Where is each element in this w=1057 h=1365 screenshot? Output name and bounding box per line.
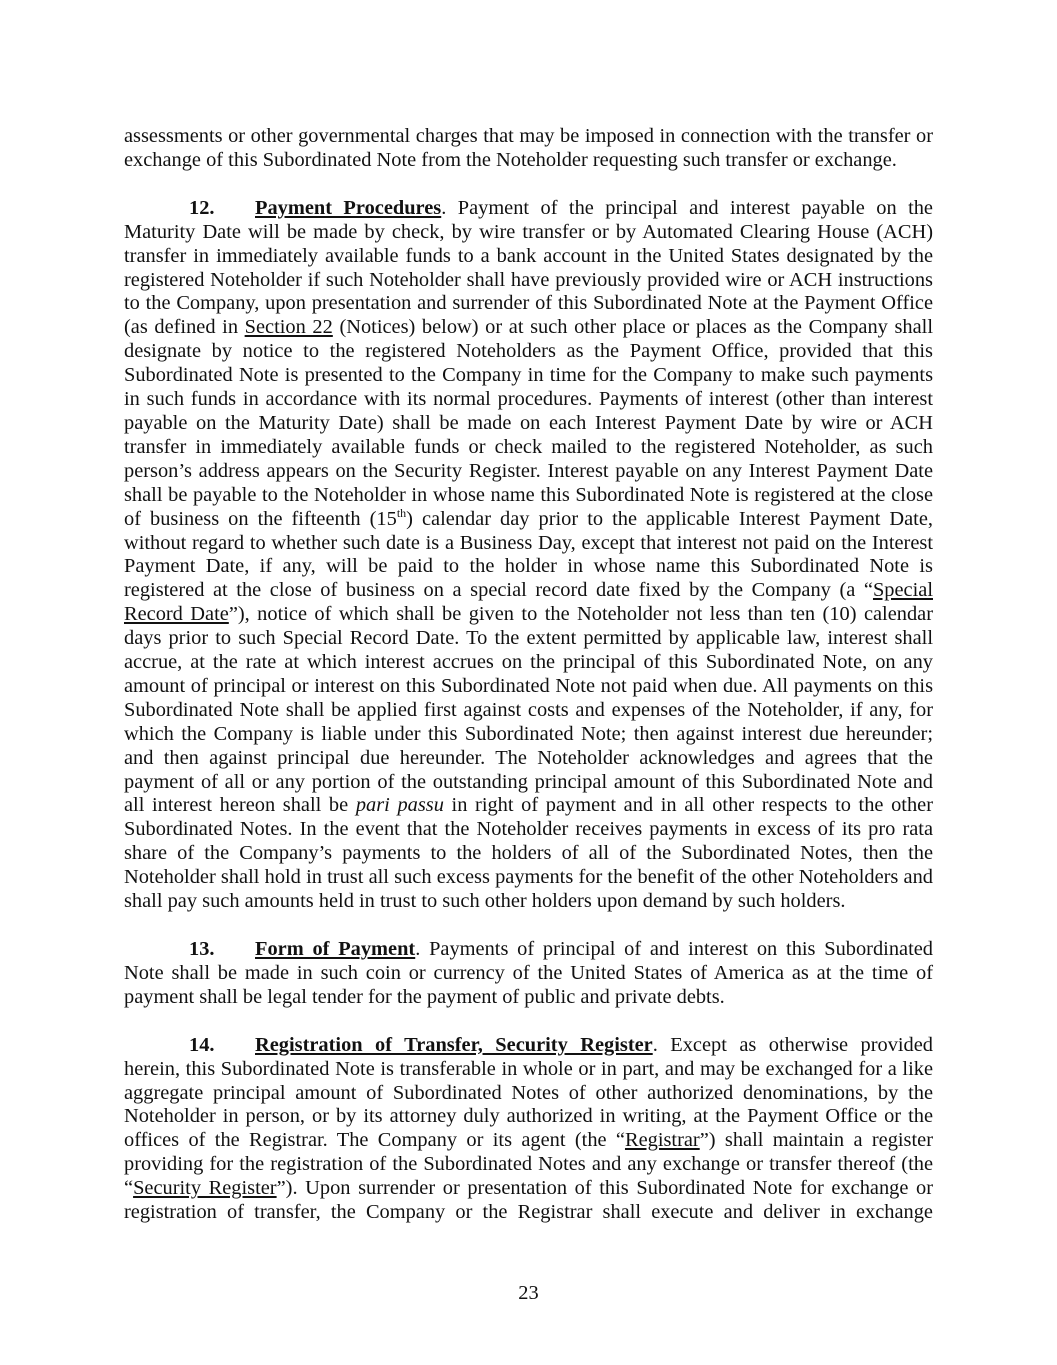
- section-number: 13.: [189, 938, 215, 960]
- section-title: Payment Procedures: [255, 196, 442, 219]
- page-number: 23: [518, 1282, 539, 1304]
- section-reference-link[interactable]: Section 22: [244, 316, 333, 339]
- defined-term: Special Record Date: [124, 579, 933, 626]
- body-text: ) calendar day prior to the applicable Interest Payment Date, without regard to whether such date is a Business Day, except that interest not paid on the Interest Payment Date, if any, will be paid to the holder in whose name this Subordinated Note is registered at the close of business on a special record date fixed by the Company (a “: [124, 507, 933, 602]
- section-13-paragraph: [124, 938, 933, 1010]
- defined-term: Registrar: [624, 1129, 700, 1152]
- body-text: . Except as otherwise provided herein, this Subordinated Note is transferable in whole or in part, and may be exchanged for a like aggregate principal amount of Subordinated Notes of other authorized denominations, by the Noteholder in person, or by its attorney duly authorized in writing, at the Payment Office or the offices of the Registrar. The Company or its agent (the “: [124, 1033, 933, 1152]
- body-text: . Payment of the principal and interest payable on the Maturity Date will be made by check, by wire transfer or by Automated Clearing House (ACH) transfer in immediately available funds to a bank account in the United States designated by the registered Noteholder if such Noteholder shall have previously provided wire or ACH instructions to the Company, upon presentation and surrender of this Subordinated Note at the Payment Office (as defined in: [124, 196, 933, 339]
- section-number: 14.: [189, 1033, 215, 1056]
- body-text: (Notices) below) or at such other place or places as the Company shall designate by notice to the registered Noteholders as the Payment Office, provided that this Subordinated Note is presented to the Company in time for the Company to make such payments in such funds in accordance with its normal procedures. Payments of interest (other than interest payable on the Maturity Date) shall be made on each Interest Payment Date by wire or ACH transfer in immediately available funds or check mailed to the registered Noteholder, as such person’s address appears on the Security Register. Interest payable on any Interest Payment Date shall be payable to the Noteholder in whose name this Subordinated Note is registered at the close of business on the fifteenth (15: [124, 316, 933, 530]
- superscript: th: [396, 505, 407, 520]
- body-text: in right of payment and in all other respects to the other Subordinated Notes. In the event that the Noteholder receives payments in excess of its pro rata share of the Company’s payments to the holders of all of the Subordinated Notes, then the Noteholder shall hold in trust all such excess payments for the benefit of the other Noteholders and shall pay such amounts held in trust to such other holders upon demand by such holders.: [124, 794, 934, 913]
- section-number: 12.: [189, 196, 215, 219]
- section-14-paragraph: [124, 1034, 933, 1225]
- italic-term: pari passu: [355, 794, 444, 817]
- body-text: . Payments of principal of and interest on this Subordinated Note shall be made in such coin or currency of the United States of America as at the time of payment shall be legal tender for the payment of public and private debts.: [124, 938, 933, 1008]
- section-12-paragraph: [124, 197, 933, 914]
- defined-term: Security Register: [133, 1177, 277, 1200]
- intro-paragraph: assessments or other governmental charges that may be imposed in connection with the transfer or exchange of this Subordinated Note from the Noteholder requesting such transfer or exchange.: [124, 125, 933, 171]
- body-text: ”), notice of which shall be given to the Noteholder not less than ten (10) calendar days prior to such Special Record Date. To the extent permitted by applicable law, interest shall accrue, at the rate at which interest accrues on the principal of this Subordinated Note, on any amount of principal or interest on this Subordinated Note not paid when due. All payments on this Subordinated Note shall be applied first against costs and expenses of the Noteholder, if any, for which the Company is liable under this Subordinated Note; then against interest due hereunder; and then against principal due hereunder. The Noteholder acknowledges and agrees that the payment of all or any portion of the outstanding principal amount of this Subordinated Note and all interest hereon shall be: [124, 603, 933, 817]
- section-title: Registration of Transfer, Security Register: [255, 1033, 653, 1056]
- document-page: [124, 125, 933, 1249]
- body-text: ”). Upon surrender or presentation of this Subordinated Note for exchange or registration of transfer, the Company or the Registrar shall execute and deliver in exchange: [124, 1177, 933, 1224]
- body-text: ”) shall maintain a register providing for the registration of the Subordinated Notes and any exchange or transfer thereof (the “: [124, 1129, 933, 1200]
- section-title: Form of Payment: [255, 938, 416, 960]
